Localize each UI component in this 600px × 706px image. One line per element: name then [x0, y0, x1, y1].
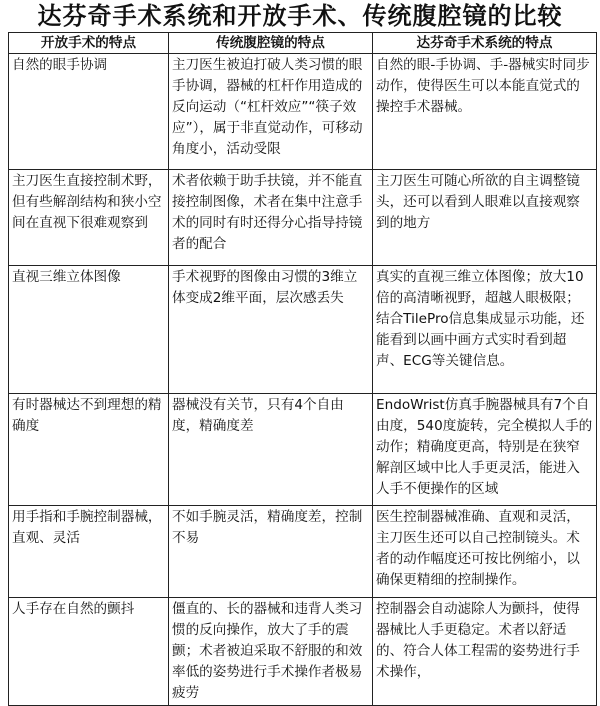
table-row	[9, 54, 597, 170]
cell-open: 用手指和手腕控制器械，直观、灵活	[9, 506, 169, 598]
cell-laparoscopy: 僵直的、长的器械和违背人类习惯的反向操作，放大了手的震颤；术者被迫采取不舒服的和效率低的姿势进行手术操作者极易疲劳	[169, 598, 373, 706]
cell-laparoscopy: 手术视野的图像由习惯的3维立体变成2维平面，层次感丢失	[169, 266, 373, 394]
header-laparoscopy: 传统腹腔镜的特点	[169, 33, 373, 54]
table-row	[9, 598, 597, 706]
table-header-row	[9, 33, 597, 54]
table-row	[9, 506, 597, 598]
cell-laparoscopy: 术者依赖于助手扶镜，并不能直接控制图像，术者在集中注意手术的同时有时还得分心指导持镜者的配合	[169, 170, 373, 266]
cell-laparoscopy: 不如手腕灵活，精确度差，控制不易	[169, 506, 373, 598]
cell-open: 有时器械达不到理想的精确度	[9, 394, 169, 506]
cell-open: 主刀医生直接控制术野，但有些解剖结构和狭小空间在直视下很难观察到	[9, 170, 169, 266]
cell-laparoscopy: 器械没有关节，只有4个自由度，精确度差	[169, 394, 373, 506]
cell-davinci	[373, 598, 597, 706]
cell-line: 真实的直视三维立体图像；放大10倍的高清晰视野，超越人眼极限；	[376, 269, 584, 306]
header-open-surgery: 开放手术的特点	[9, 33, 169, 54]
cell-davinci	[373, 506, 597, 598]
cell-davinci	[373, 54, 597, 170]
table-row	[9, 170, 597, 266]
cell-line: 结合TilePro信息集成显示功能，还能看到以画中画方式实时看到超声、ECG等关键信息。	[376, 311, 585, 369]
header-davinci: 达芬奇手术系统的特点	[373, 33, 597, 54]
table-row	[9, 394, 597, 506]
cell-line: 医生控制器械准确、直观和灵活，主刀医生还可以自己控制镜头。术者的动作幅度还可按比例缩小，以确保更精细的控制操作。	[376, 509, 580, 588]
cell-open: 人手存在自然的颤抖	[9, 598, 169, 706]
cell-open: 自然的眼手协调	[9, 54, 169, 170]
cell-davinci	[373, 394, 597, 506]
cell-davinci	[373, 266, 597, 394]
page-title: 达芬奇手术系统和开放手术、传统腹腔镜的比较	[37, 2, 563, 30]
cell-line: EndoWrist仿真手腕器械具有7个自由度，540度旋转，完全模拟人手的动作；精确度更高，特别是在狭窄解剖区域中比人手更灵活，能进入人手不便操作的区域	[376, 397, 593, 497]
comparison-table	[8, 32, 597, 706]
cell-davinci	[373, 170, 597, 266]
cell-laparoscopy: 主刀医生被迫打破人类习惯的眼手协调，器械的杠杆作用造成的反向运动（“杠杆效应”“筷子效应”），属于非直觉动作，可移动角度小，活动受限	[169, 54, 373, 170]
table-row	[9, 266, 597, 394]
cell-line: 自然的眼-手协调、手-器械实时同步动作，使得医生可以本能直觉式的操控手术器械。	[376, 57, 590, 115]
cell-line: 主刀医生可随心所欲的自主调整镜头，还可以看到人眼难以直接观察到的地方	[376, 173, 580, 231]
cell-line: 控制器会自动滤除人为颤抖，使得器械比人手更稳定。术者以舒适的、符合人体工程需的姿势进行手术操作，	[376, 601, 580, 680]
cell-open: 直视三维立体图像	[9, 266, 169, 394]
